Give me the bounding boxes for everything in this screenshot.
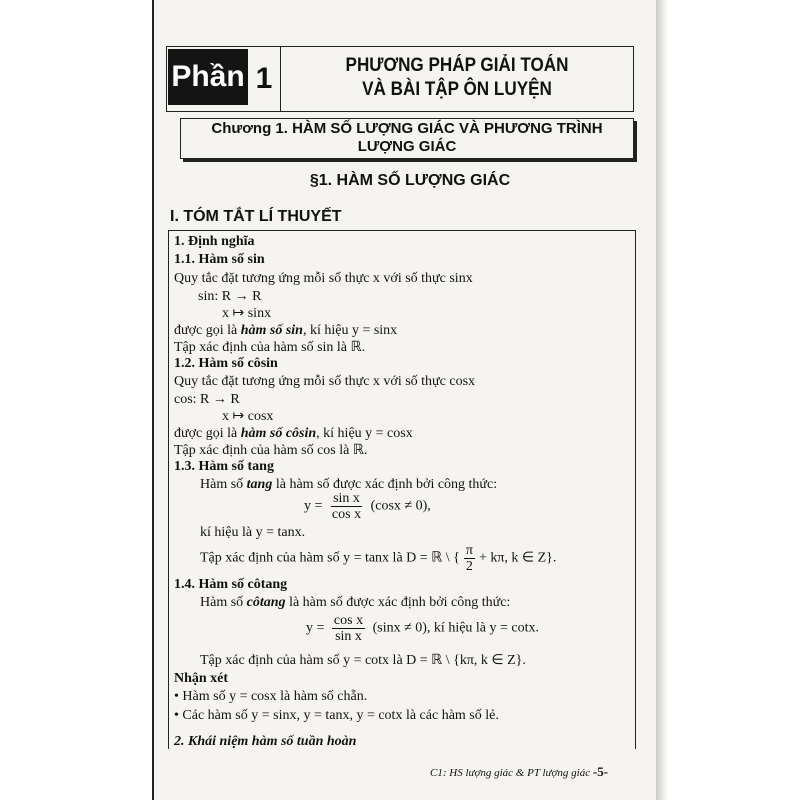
tan-fraction-numerator: sin x xyxy=(333,491,360,506)
cot-def-post: là hàm số được xác định bởi công thức: xyxy=(285,595,511,610)
cot-formula-lhs: y = xyxy=(306,620,325,636)
cos-called-name: hàm số côsin xyxy=(240,426,317,441)
heading-tan: 1.3. Hàm số tang xyxy=(174,459,274,474)
sin-mapping-2: x ↦ sinx xyxy=(222,306,272,321)
part-number: 1 xyxy=(255,62,273,95)
cot-formula-condition: (sinx ≠ 0), kí hiệu là y = cotx. xyxy=(372,620,540,636)
sin-mapping-1: sin: R → R xyxy=(198,289,262,304)
heading-cos: 1.2. Hàm số côsin xyxy=(174,356,278,371)
page-footer xyxy=(430,764,608,780)
cos-called-pre: được gọi là xyxy=(174,426,241,441)
sin-called-post: , kí hiệu y = sinx xyxy=(302,323,398,338)
cos-called xyxy=(174,426,413,442)
tan-formula-lhs: y = xyxy=(304,498,323,514)
tan-formula xyxy=(304,491,431,522)
cot-formula xyxy=(306,613,539,644)
cot-fraction-numerator: cos x xyxy=(333,613,364,628)
cot-fraction-denominator: sin x xyxy=(335,629,362,644)
chapter-title-line2: LƯỢNG GIÁC xyxy=(357,138,457,155)
tan-symbol: kí hiệu là y = tanx. xyxy=(200,525,306,540)
page-edge-shadow xyxy=(656,0,668,800)
part-title-line2: VÀ BÀI TẬP ÔN LUYỆN xyxy=(362,79,552,100)
part-label: Phần xyxy=(171,60,245,93)
part-badge xyxy=(168,49,248,105)
cot-def-name: côtang xyxy=(246,595,286,610)
running-title: C1: HS lượng giác & PT lượng giác xyxy=(430,767,591,779)
sin-called-pre: được gọi là xyxy=(174,323,241,338)
chapter-title-box xyxy=(180,118,634,159)
heading-cot: 1.4. Hàm số côtang xyxy=(174,577,288,592)
section-title: §1. HÀM SỐ LƯỢNG GIÁC xyxy=(309,172,511,189)
heading-sin: 1.1. Hàm số sin xyxy=(174,252,265,267)
tan-domain-fraction-denominator: 2 xyxy=(465,559,473,574)
heading-remark: Nhận xét xyxy=(174,671,229,686)
tan-fraction-denominator: cos x xyxy=(331,507,362,522)
tan-domain-fraction-numerator: π xyxy=(465,543,473,558)
heading-periodic: 2. Khái niệm hàm số tuần hoàn xyxy=(174,734,357,749)
chapter-title-line1: Chương 1. HÀM SỐ LƯỢNG GIÁC VÀ PHƯƠNG TRÌNH xyxy=(211,120,603,137)
heading-definition: 1. Định nghĩa xyxy=(174,234,255,249)
theory-heading: I. TÓM TẮT LÍ THUYẾT xyxy=(170,208,342,225)
cos-domain: Tập xác định của hàm số cos là ℝ. xyxy=(174,443,368,458)
sin-rule: Quy tắc đặt tương ứng mỗi số thực x với số thực sinx xyxy=(174,271,473,286)
part-title xyxy=(300,48,615,108)
tan-domain-post: + kπ, k ∈ Z}. xyxy=(478,550,557,566)
remark-2: • Các hàm số y = sinx, y = tanx, y = cotx là các hàm số lẻ. xyxy=(174,708,499,723)
part-title-line1: PHƯƠNG PHÁP GIẢI TOÁN xyxy=(345,55,569,76)
part-number-cell xyxy=(248,46,281,112)
page-number: -5- xyxy=(592,764,609,779)
cos-called-post: , kí hiệu y = cosx xyxy=(316,426,413,441)
tan-domain-fraction xyxy=(464,543,475,574)
tan-def-name: tang xyxy=(246,477,273,492)
cos-rule: Quy tắc đặt tương ứng mỗi số thực x với số thực cosx xyxy=(174,374,476,389)
sin-called-name: hàm số sin xyxy=(240,323,303,338)
tan-def-post: là hàm số được xác định bởi công thức: xyxy=(272,477,498,492)
tan-domain xyxy=(200,543,556,574)
cos-mapping-2: x ↦ cosx xyxy=(222,409,274,424)
tan-def-pre: Hàm số xyxy=(200,477,247,492)
cot-fraction xyxy=(332,613,365,644)
remark-1: • Hàm số y = cosx là hàm số chẵn. xyxy=(174,689,368,704)
tan-fraction xyxy=(330,491,363,522)
cot-def-pre: Hàm số xyxy=(200,595,247,610)
cot-domain: Tập xác định của hàm số y = cotx là D = ℝ \ {kπ, k ∈ Z}. xyxy=(200,653,526,668)
tan-formula-condition: (cosx ≠ 0), xyxy=(370,498,431,514)
tan-domain-pre: Tập xác định của hàm số y = tanx là D = ℝ \ { xyxy=(200,550,460,566)
sin-domain: Tập xác định của hàm số sin là ℝ. xyxy=(174,340,366,355)
cot-definition xyxy=(200,595,510,611)
cos-mapping-1: cos: R → R xyxy=(174,392,240,407)
sin-called xyxy=(174,323,397,339)
